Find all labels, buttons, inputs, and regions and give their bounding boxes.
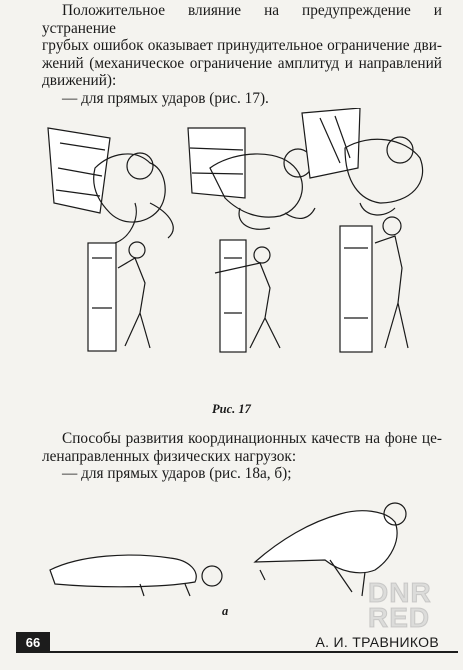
watermark-logo [368,577,458,633]
text-line: жений (механическое ограничение амплитуд и направлений [42,54,442,72]
text-line: грубых ошибок оказывает принудительное ограничение дви- [42,37,442,54]
figure-17-illustration [40,108,430,358]
figure-17-caption: Рис. 17 [212,402,251,416]
author-name: А. И. ТРАВНИКОВ [315,634,439,650]
text-line: ленаправленных физических нагрузок: [42,447,297,465]
list-item-direct-punches-18: — для прямых ударов (рис. 18а, б); [62,465,292,482]
figure-18a-caption: а [222,604,229,618]
watermark-line: RED [368,602,431,633]
figure-18a-illustration [40,500,420,600]
text-line: движений): [42,72,117,89]
footer-rule [50,651,458,653]
text-line: Способы развития координационных качеств на фоне це- [62,430,442,447]
list-item-direct-punches: — для прямых ударов (рис. 17). [62,89,269,107]
watermark-line: DNR [368,577,432,608]
page-number: 66 [16,632,50,653]
text-line: Положительное влияние на предупреждение и устранение [42,2,442,37]
paragraph-movement-restriction [42,2,442,107]
paragraph-coordination [42,430,442,483]
